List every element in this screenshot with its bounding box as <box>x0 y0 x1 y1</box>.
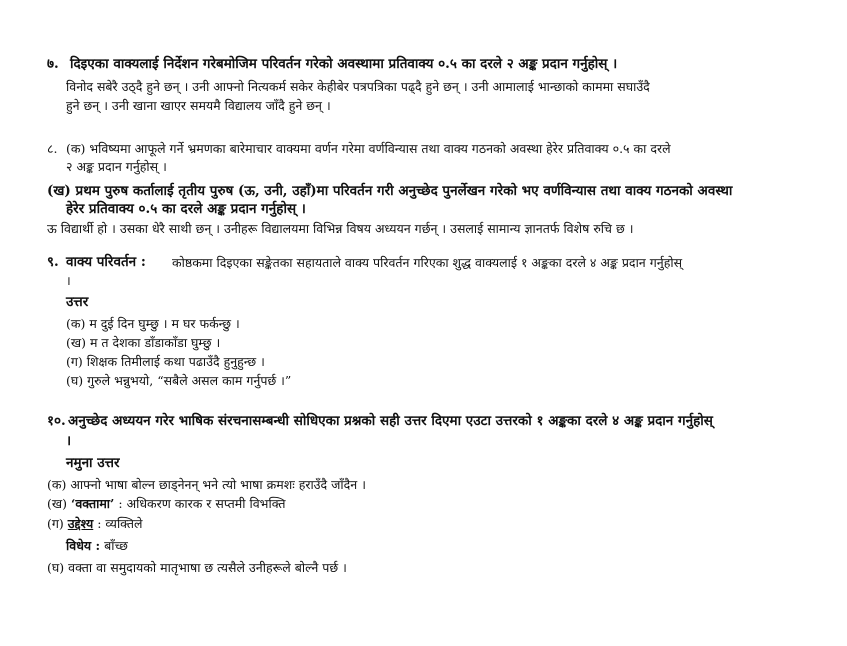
q10-predicate-rest: बाँच्छ <box>104 538 128 553</box>
q10-predicate-term: विधेय : <box>66 538 101 553</box>
q10-ga-term: उद्देश्य <box>67 516 94 531</box>
q9-answer: (ख) म त देशका डाँडाकाँडा घुम्छु । <box>66 335 221 350</box>
q8-kha-text: ऊ विद्यार्थी हो । उसका धेरै साथी छन् । उनीहरू विद्यालयमा विभिन्न विषय अध्ययन गर्छन् । उसलाई सामान्य ज्ञानतर्फ विशेष रुचि छ । <box>47 221 634 236</box>
q8-kha-line1: (ख) प्रथम पुरुष कर्तालाई तृतीय पुरुष (ऊ, उनी, उहाँ)मा परिवर्तन गरी अनुच्छेद पुनर्लेखन गरेको भए वर्णविन्यास तथा वाक्य गठनको अवस्था <box>47 183 733 199</box>
q9-number: ९. <box>47 254 59 270</box>
q10-answer-ka: (क) आफ्नो भाषा बोल्न छाड्नेनन् भने त्यो भाषा क्रमशः हराउँदै जाँदैन । <box>47 477 366 492</box>
q8-number: ८. <box>47 141 58 156</box>
q9-answer: (घ) गुरुले भन्नुभयो, “सबैले असल काम गर्नुपर्छ ।” <box>66 373 292 388</box>
q9-answer: (क) म दुई दिन घुम्छु । म घर फर्कन्छु । <box>66 316 240 331</box>
q7-prompt: दिइएका वाक्यलाई निर्देशन गरेबमोजिम परिवर्तन गरेको अवस्थामा प्रतिवाक्य ०.५ का दरले २ अङ्क प्रदान गर्नुहोस् । <box>70 56 618 72</box>
q7-number: ७. <box>47 56 59 72</box>
q10-ga-rest: : व्यक्तिले <box>97 516 143 531</box>
q7-text-line2: हुने छन् । उनी खाना खाएर समयमै विद्यालय जाँदै हुने छन् । <box>66 98 331 113</box>
q8-kha-line2: हेरेर प्रतिवाक्य ०.५ का दरले अङ्क प्रदान गर्नुहोस् । <box>66 201 306 217</box>
q10-prompt: अनुच्छेद अध्ययन गरेर भाषिक संरचनासम्बन्धी सोधिएका प्रश्नको सही उत्तर दिएमा एउटा उत्तरको १ अङ्कका दरले ४ अङ्क प्रदान गर्नुहोस् <box>68 413 713 429</box>
q8-ka-line1: (क) भविष्यमा आफूले गर्ने भ्रमणका बारेमाचार वाक्यमा वर्णन गरेमा वर्णविन्यास तथा वाक्य गठनको अवस्था हेरेर प्रतिवाक्य ०.५ का दरले <box>66 141 671 156</box>
q9-answer-label: उत्तर <box>66 294 89 310</box>
q9-prompt-end: । <box>66 273 71 288</box>
q10-prompt-end: । <box>66 433 72 449</box>
q7-text-line1: विनोद सबेरै उठ्दै हुने छन् । उनी आफ्नो नित्यकर्म सकेर केहीबेर पत्रपत्रिका पढ्दै हुने छन् । उनी आमालाई भान्छाको काममा सघाउँदै <box>66 79 650 94</box>
q10-predicate <box>66 537 128 554</box>
q9-title: वाक्य परिवर्तन : <box>66 254 146 270</box>
q9-prompt: कोष्ठकमा दिइएका सङ्केतका सहायताले वाक्य परिवर्तन गरिएका शुद्ध वाक्यलाई १ अङ्कका दरले ४ अङ्क प्रदान गर्नुहोस् <box>172 255 683 270</box>
q10-sample-label: नमुना उत्तर <box>66 455 120 471</box>
q8-ka-line2: २ अङ्क प्रदान गर्नुहोस् । <box>66 159 167 174</box>
q10-ga-prefix: (ग) <box>47 516 64 531</box>
q10-kha-term: ‘वक्तामा’ <box>70 496 115 511</box>
q10-answer-ga <box>47 515 142 532</box>
q9-answer: (ग) शिक्षक तिमीलाई कथा पढाउँदै हुनुहुन्छ । <box>66 354 265 369</box>
q10-kha-rest: : अधिकरण कारक र सप्तमी विभक्ति <box>118 496 286 511</box>
q10-number: १०. <box>47 413 66 429</box>
q10-answer-gha: (घ) वक्ता वा समुदायको मातृभाषा छ त्यसैले उनीहरूले बोल्नै पर्छ । <box>47 560 347 575</box>
q10-answer-kha <box>47 495 286 512</box>
q10-kha-prefix: (ख) <box>47 496 67 511</box>
